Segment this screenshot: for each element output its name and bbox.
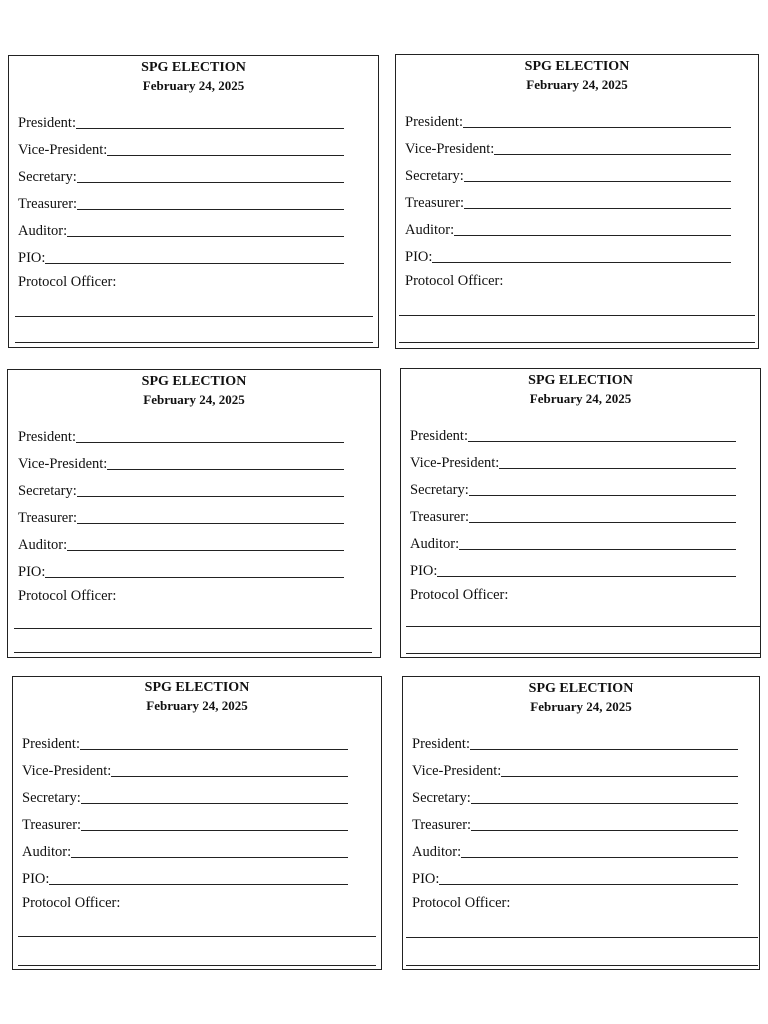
field-label: President: — [410, 428, 468, 444]
ballot-title: SPG ELECTION — [524, 59, 630, 74]
field-secretary[interactable] — [22, 788, 348, 806]
ballot-date: February 24, 2025 — [526, 77, 628, 92]
field-label: PIO: — [412, 871, 440, 887]
field-auditor[interactable] — [410, 534, 736, 552]
write-line[interactable] — [470, 749, 738, 750]
ballot-date: February 24, 2025 — [530, 699, 632, 714]
ballot-date: February 24, 2025 — [142, 78, 245, 93]
field-secretary[interactable] — [18, 167, 344, 185]
write-line[interactable] — [77, 182, 344, 183]
write-line[interactable] — [67, 550, 344, 551]
ballot-card — [12, 676, 382, 970]
write-line[interactable] — [81, 803, 348, 804]
protocol-officer-label: Protocol Officer: — [410, 587, 509, 603]
field-treasurer[interactable] — [412, 815, 738, 833]
write-line[interactable] — [471, 830, 738, 831]
write-line[interactable] — [469, 522, 736, 523]
field-label: Treasurer: — [22, 817, 82, 833]
field-label: Vice-President: — [412, 763, 502, 779]
field-treasurer[interactable] — [22, 815, 348, 833]
field-treasurer[interactable] — [18, 508, 344, 526]
field-label: President: — [22, 736, 80, 752]
field-label: Treasurer: — [405, 195, 465, 211]
write-line[interactable] — [45, 577, 344, 578]
field-pio[interactable] — [18, 562, 344, 580]
field-label: Treasurer: — [412, 817, 472, 833]
ballot-title: SPG ELECTION — [144, 680, 250, 695]
ballot-title: SPG ELECTION — [141, 60, 246, 75]
protocol-officer-line-1[interactable] — [406, 626, 760, 627]
field-label: Auditor: — [405, 222, 455, 238]
write-line[interactable] — [49, 884, 348, 885]
field-label: PIO: — [405, 249, 433, 265]
write-line[interactable] — [71, 857, 348, 858]
write-line[interactable] — [439, 884, 738, 885]
field-label: Auditor: — [410, 536, 460, 552]
field-pio[interactable] — [410, 561, 736, 579]
write-line[interactable] — [77, 496, 344, 497]
ballot-title: SPG ELECTION — [528, 681, 634, 696]
ballot-card — [400, 368, 761, 658]
field-label: Auditor: — [22, 844, 72, 860]
field-pio[interactable] — [405, 247, 731, 265]
protocol-officer-line-2[interactable] — [406, 653, 760, 654]
field-auditor[interactable] — [412, 842, 738, 860]
field-treasurer[interactable] — [410, 507, 736, 525]
field-label: Auditor: — [412, 844, 462, 860]
field-treasurer[interactable] — [18, 194, 344, 212]
field-president[interactable] — [18, 113, 344, 131]
protocol-officer-line-1[interactable] — [18, 936, 376, 937]
write-line[interactable] — [45, 263, 344, 264]
field-vice-president[interactable] — [18, 454, 344, 472]
write-line[interactable] — [67, 236, 344, 237]
write-line[interactable] — [76, 128, 344, 129]
write-line[interactable] — [499, 468, 736, 469]
ballot-card — [7, 369, 381, 658]
field-label: PIO: — [18, 250, 46, 266]
field-president[interactable] — [412, 734, 738, 752]
field-vice-president[interactable] — [22, 761, 348, 779]
field-vice-president[interactable] — [405, 139, 731, 157]
field-auditor[interactable] — [18, 221, 344, 239]
protocol-officer-label: Protocol Officer: — [22, 895, 121, 911]
field-label: Vice-President: — [18, 456, 108, 472]
write-line[interactable] — [81, 830, 348, 831]
ballot-title: SPG ELECTION — [141, 374, 247, 389]
field-vice-president[interactable] — [412, 761, 738, 779]
field-president[interactable] — [18, 427, 344, 445]
write-line[interactable] — [432, 262, 731, 263]
protocol-officer-label: Protocol Officer: — [405, 273, 504, 289]
ballot-card — [8, 55, 379, 348]
protocol-officer-line-2[interactable] — [14, 652, 372, 653]
field-label: President: — [18, 429, 76, 445]
field-president[interactable] — [22, 734, 348, 752]
field-label: Secretary: — [18, 169, 77, 185]
field-label: Secretary: — [412, 790, 471, 806]
write-line[interactable] — [76, 442, 344, 443]
ballot-card — [395, 54, 759, 349]
write-line[interactable] — [494, 154, 731, 155]
field-treasurer[interactable] — [405, 193, 731, 211]
write-line[interactable] — [461, 857, 738, 858]
field-label: Treasurer: — [410, 509, 470, 525]
protocol-officer-line-2[interactable] — [406, 965, 758, 966]
field-label: Vice-President: — [410, 455, 500, 471]
write-line[interactable] — [459, 549, 736, 550]
field-label: Vice-President: — [405, 141, 495, 157]
write-line[interactable] — [111, 776, 348, 777]
field-pio[interactable] — [18, 248, 344, 266]
field-label: PIO: — [18, 564, 46, 580]
ballot-date: February 24, 2025 — [146, 698, 248, 713]
ballot-card — [402, 676, 760, 970]
field-label: PIO: — [410, 563, 438, 579]
field-label: President: — [412, 736, 470, 752]
write-line[interactable] — [468, 441, 736, 442]
field-label: Secretary: — [410, 482, 469, 498]
write-line[interactable] — [463, 127, 731, 128]
protocol-officer-line-2[interactable] — [15, 342, 373, 343]
field-label: Auditor: — [18, 223, 68, 239]
field-label: Auditor: — [18, 537, 68, 553]
field-secretary[interactable] — [410, 480, 736, 498]
field-label: Secretary: — [18, 483, 77, 499]
write-line[interactable] — [454, 235, 731, 236]
protocol-officer-label: Protocol Officer: — [18, 588, 117, 604]
field-secretary[interactable] — [412, 788, 738, 806]
write-line[interactable] — [107, 155, 344, 156]
field-label: Treasurer: — [18, 196, 78, 212]
field-auditor[interactable] — [22, 842, 348, 860]
write-line[interactable] — [77, 209, 344, 210]
write-line[interactable] — [464, 181, 731, 182]
field-label: Secretary: — [22, 790, 81, 806]
field-label: Treasurer: — [18, 510, 78, 526]
protocol-officer-label: Protocol Officer: — [412, 895, 511, 911]
field-auditor[interactable] — [405, 220, 731, 238]
write-line[interactable] — [80, 749, 348, 750]
field-president[interactable] — [405, 112, 731, 130]
field-label: President: — [18, 115, 76, 131]
field-label: Vice-President: — [22, 763, 112, 779]
protocol-officer-line-2[interactable] — [18, 965, 376, 966]
write-line[interactable] — [77, 523, 344, 524]
write-line[interactable] — [471, 803, 738, 804]
field-vice-president[interactable] — [410, 453, 736, 471]
protocol-officer-line-1[interactable] — [14, 628, 372, 629]
protocol-officer-line-1[interactable] — [15, 316, 373, 317]
write-line[interactable] — [469, 495, 736, 496]
protocol-officer-line-1[interactable] — [399, 315, 755, 316]
field-secretary[interactable] — [405, 166, 731, 184]
protocol-officer-label: Protocol Officer: — [18, 274, 117, 290]
write-line[interactable] — [437, 576, 736, 577]
protocol-officer-line-2[interactable] — [399, 342, 755, 343]
field-auditor[interactable] — [18, 535, 344, 553]
ballot-title: SPG ELECTION — [528, 373, 633, 388]
field-pio[interactable] — [22, 869, 348, 887]
field-label: Secretary: — [405, 168, 464, 184]
field-vice-president[interactable] — [18, 140, 344, 158]
field-label: Vice-President: — [18, 142, 108, 158]
field-label: President: — [405, 114, 463, 130]
ballot-date: February 24, 2025 — [143, 392, 245, 407]
field-president[interactable] — [410, 426, 736, 444]
write-line[interactable] — [464, 208, 731, 209]
field-pio[interactable] — [412, 869, 738, 887]
field-secretary[interactable] — [18, 481, 344, 499]
write-line[interactable] — [501, 776, 738, 777]
protocol-officer-line-1[interactable] — [406, 937, 758, 938]
field-label: PIO: — [22, 871, 50, 887]
ballot-date: February 24, 2025 — [529, 391, 632, 406]
write-line[interactable] — [107, 469, 344, 470]
